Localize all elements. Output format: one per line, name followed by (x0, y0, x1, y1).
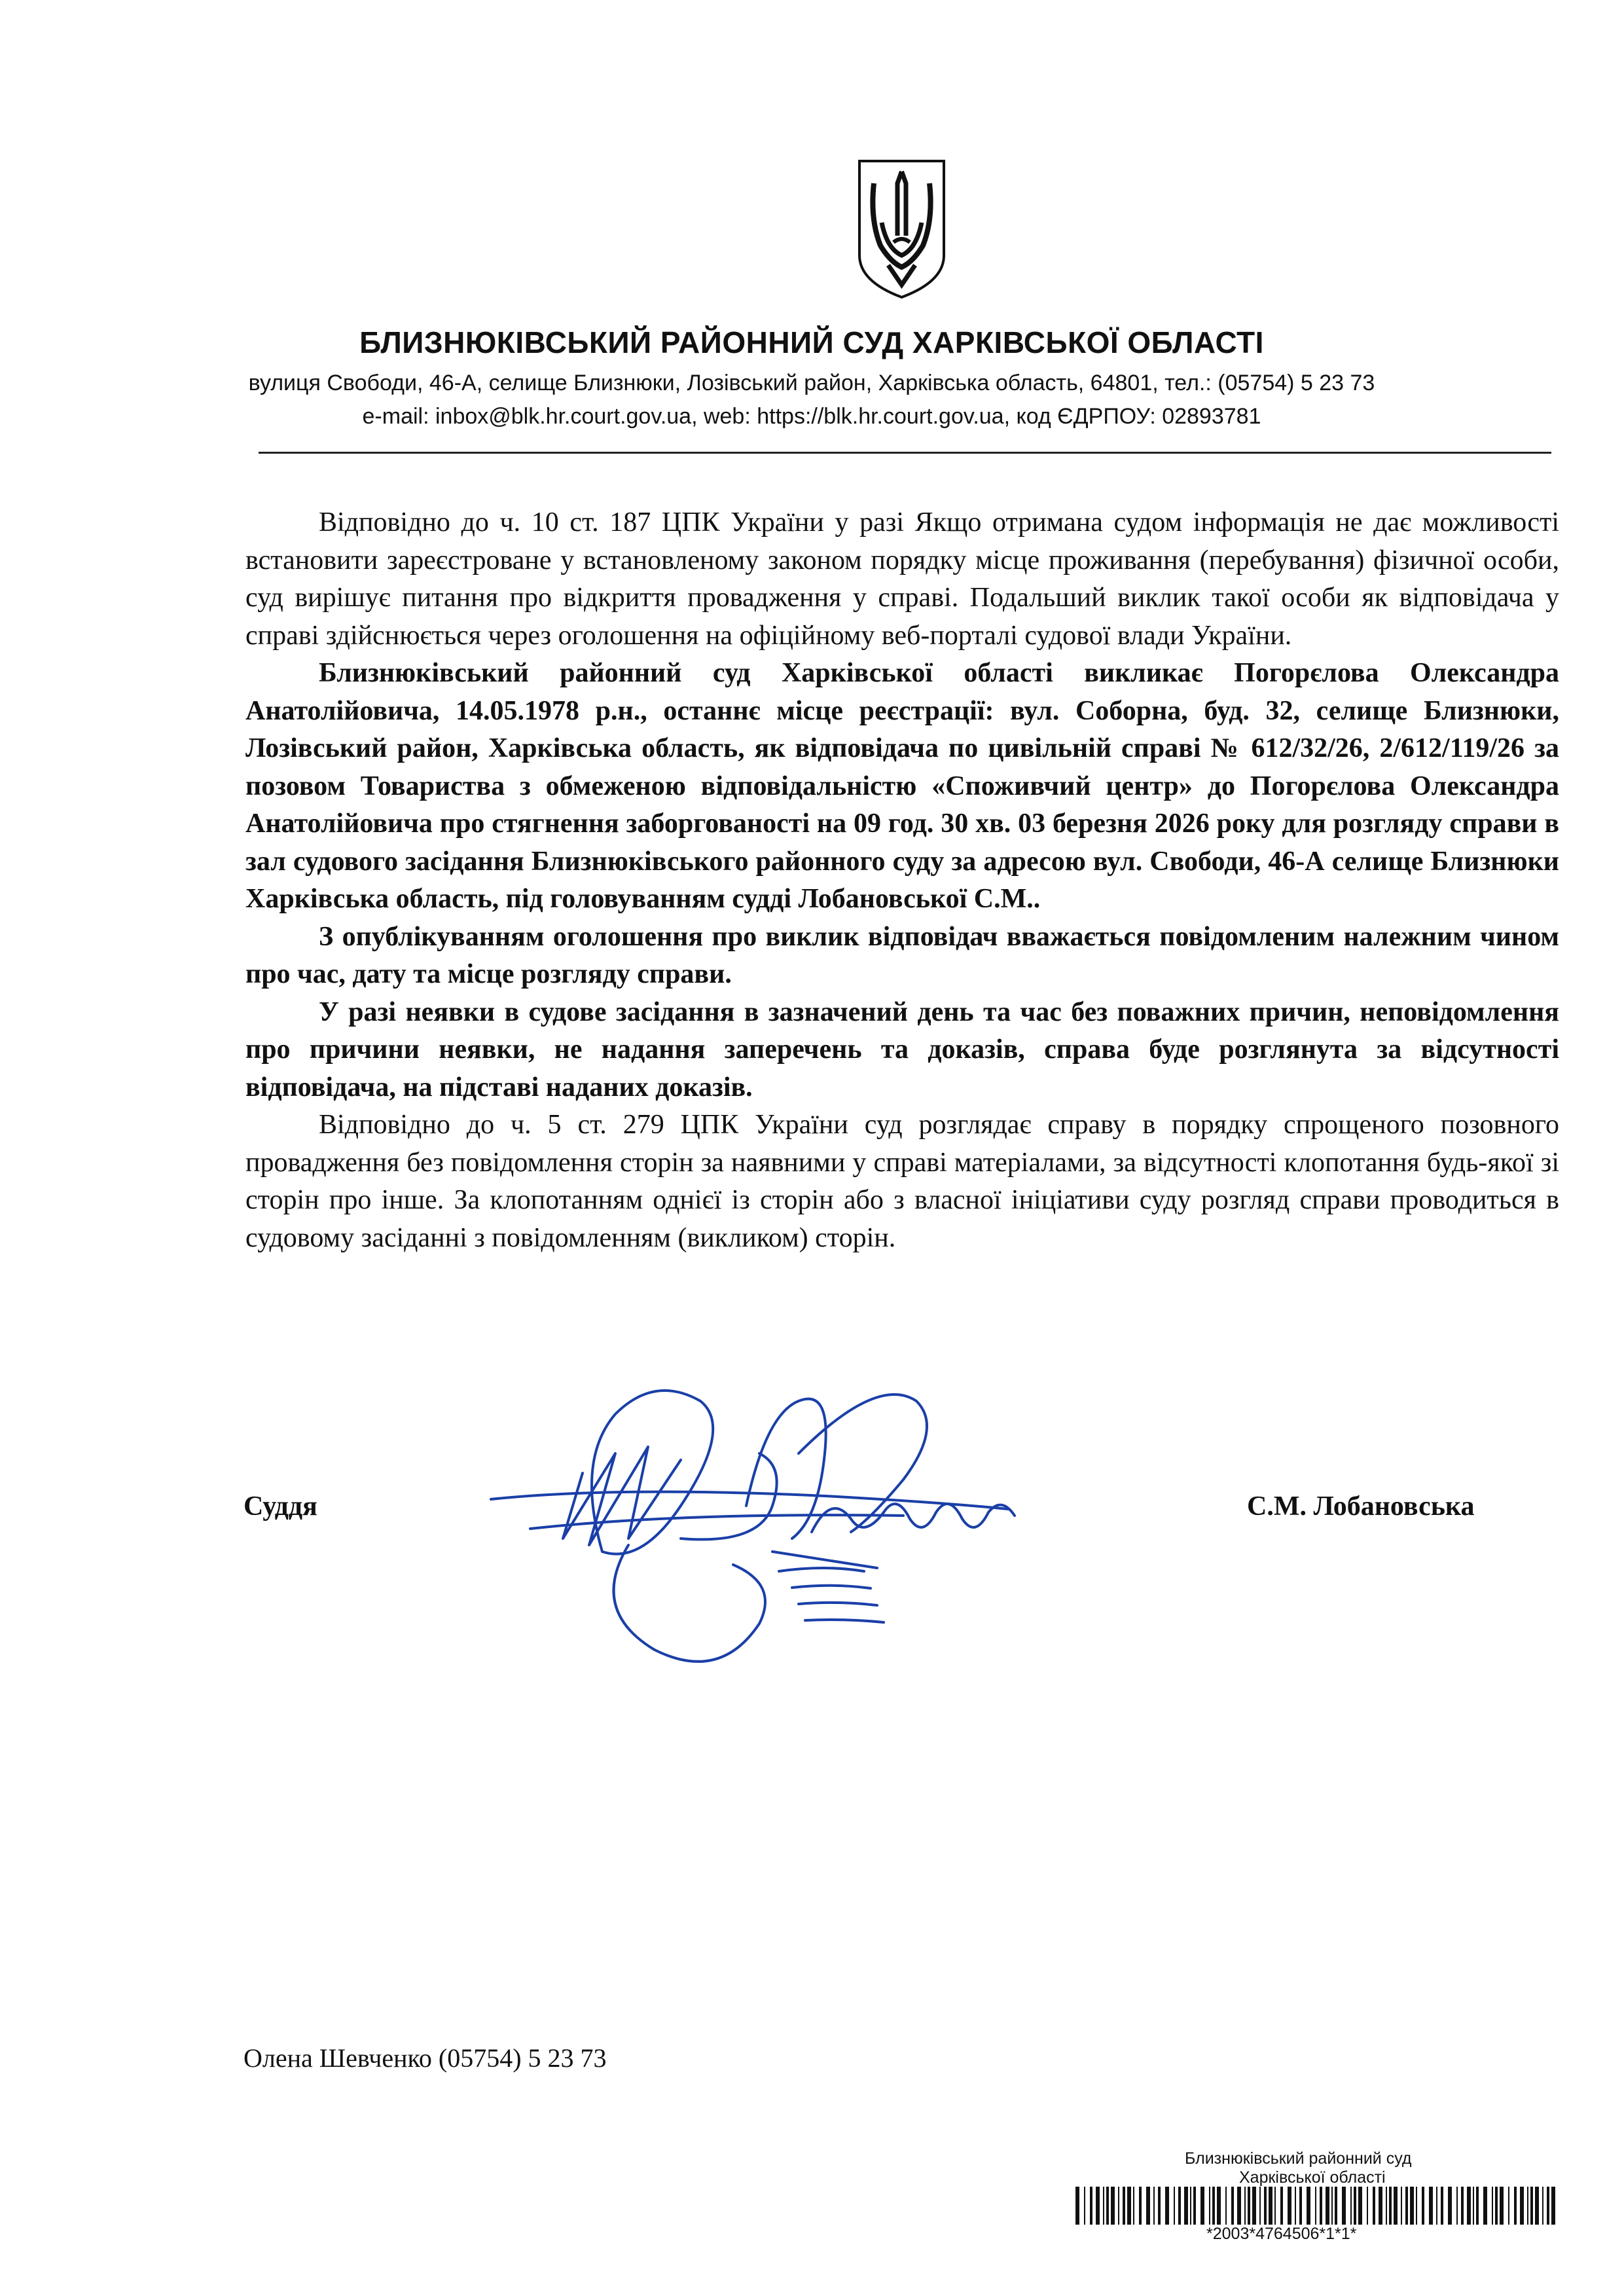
trident-coat-of-arms-icon (854, 157, 949, 301)
stamp-region: Харківської області (1239, 2168, 1386, 2187)
document-body (245, 504, 1559, 1257)
paragraph-summons: Близнюківський районний суд Харківської області викликає Погорєлова Олександра Анатолійовича, 14.05.1978 р.н., останнє місце реєстрації: вул. Соборна, буд. 32, селище Близнюки, Лозівський район, Харківська область, як відповідача по цивільній справі № 612/32/26, 2/612/119/26 за позовом Товариства з обмеженою відповідальністю «Споживчий центр» до Погорєлова Олександра Анатолійовича про стягнення заборгованості на 09 год. 30 хв. 03 березня 2026 року для розгляду справи в зал судового засідання Близнюківського районного суду за адресою вул. Свободи, 46-А селище Близнюки Харківська область, під головуванням судді Лобановської С.М.. (245, 658, 1559, 914)
barcode-number: *2003*4764506*1*1* (1206, 2225, 1357, 2243)
court-address: вулиця Свободи, 46-А, селище Близнюки, Лозівський район, Харківська область, 64801, тел.: (05754) 5 23 73 (248, 371, 1375, 395)
stamp-court-name: Близнюківський районний суд (1185, 2149, 1412, 2168)
contact-person: Олена Шевченко (05754) 5 23 73 (244, 2043, 607, 2073)
header-divider (259, 452, 1551, 454)
paragraph-legal-basis: Відповідно до ч. 10 ст. 187 ЦПК України у разі Якщо отримана судом інформація не дає можливості встановити зареєстроване у встановленому законом порядку місце проживання (перебування) фізичної особи, суд вирішує питання про відкриття провадження у справі. Подальший виклик такої особи як відповідача у справі здійснюється через оголошення на офіційному веб-порталі судової влади України. (245, 507, 1559, 651)
court-name: БЛИЗНЮКІВСЬКИЙ РАЙОННИЙ СУД ХАРКІВСЬКОЇ ОБЛАСТІ (359, 325, 1264, 359)
document-barcode (1075, 2187, 1557, 2225)
court-contacts: e-mail: inbox@blk.hr.court.gov.ua, web: https://blk.hr.court.gov.ua, код ЄДРПОУ: 02893781 (362, 404, 1261, 429)
paragraph-non-appearance: У разі неявки в судове засідання в зазначений день та час без поважних причин, неповідомлення про причини неявки, не надання заперечень та доказів, справа буде розглянута за відсутності відповідача, на підставі наданих доказів. (245, 996, 1559, 1102)
judge-label: Суддя (244, 1491, 317, 1522)
judge-name: С.М. Лобановська (1247, 1491, 1475, 1522)
judge-signature (484, 1375, 1060, 1689)
paragraph-simplified-procedure: Відповідно до ч. 5 ст. 279 ЦПК України суд розглядає справу в порядку спрощеного позовного провадження без повідомлення сторін за наявними у справі матеріалами, за відсутності клопотання будь-якої зі сторін про інше. За клопотанням однієї із сторін або з власної ініціативи суду розгляд справи проводиться в судовому засіданні з повідомленням (викликом) сторін. (245, 1110, 1559, 1253)
paragraph-publication-notice: З опублікуванням оголошення про виклик відповідач вважається повідомленим належним чином про час, дату та місце розгляду справи. (245, 921, 1559, 989)
